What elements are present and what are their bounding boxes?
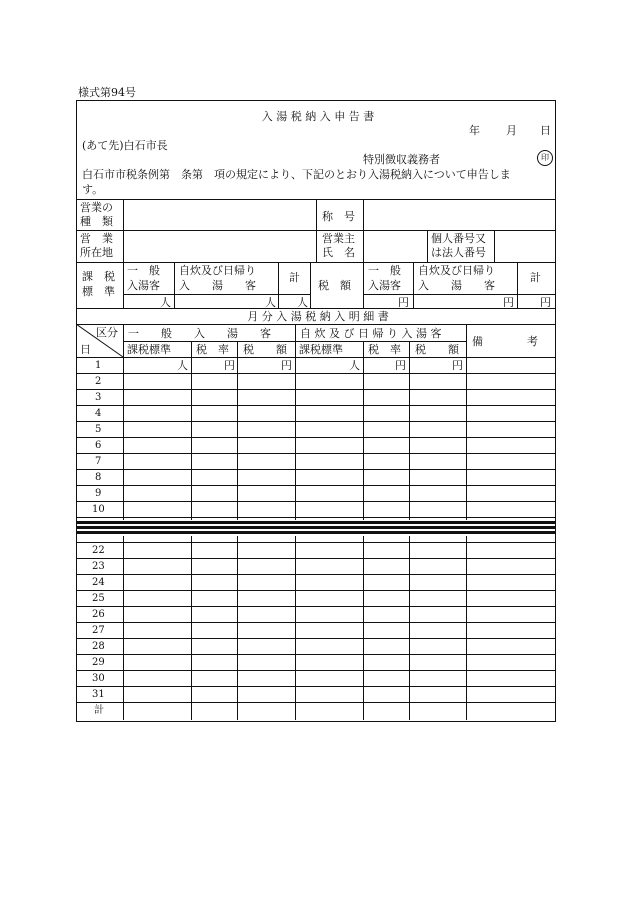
row1-unit-yen: 円 <box>452 359 463 372</box>
day-number: 23 <box>92 561 105 572</box>
daytrip-guests-tax-label-2: 入 湯 客 <box>418 279 495 292</box>
general-guests-tax-label: 一 般 <box>368 264 401 277</box>
day-number: 24 <box>92 577 105 588</box>
day-number: 6 <box>95 440 102 451</box>
day-number: 7 <box>95 456 102 467</box>
unit-person: 人 <box>265 296 276 309</box>
daytrip-guests-header: 自 炊 及 び 日 帰 り 入 湯 客 <box>300 327 442 340</box>
monthly-title: 月 分 入 湯 税 納 入 明 細 書 <box>247 310 389 323</box>
taxable-header: 課税標準 <box>127 343 171 356</box>
id-number-label: 個人番号又 <box>431 232 486 245</box>
row1-unit-yen: 円 <box>395 359 406 372</box>
row1-unit-person: 人 <box>349 359 360 372</box>
category-label: 区分 <box>96 326 118 339</box>
row1-unit-yen: 円 <box>224 359 235 372</box>
day-number: 3 <box>95 392 102 403</box>
business-type-label: 営業の <box>80 201 113 214</box>
break-line <box>76 521 555 524</box>
owner-label: 営業主 <box>322 232 355 245</box>
remarks-header: 備 考 <box>472 335 538 348</box>
unit-person: 人 <box>160 296 171 309</box>
total-row-label: 計 <box>94 705 104 716</box>
unit-yen: 円 <box>540 296 551 309</box>
amount-header: 税 額 <box>415 343 459 356</box>
day-number: 30 <box>92 673 105 684</box>
tax-base-label: 課 税 <box>82 270 115 283</box>
row1-unit-yen: 円 <box>281 359 292 372</box>
unit-person: 人 <box>297 296 308 309</box>
date-day: 日 <box>540 124 551 137</box>
date-month: 月 <box>506 124 517 137</box>
day-number: 28 <box>92 641 105 652</box>
unit-yen: 円 <box>503 296 514 309</box>
business-type-label-2: 種 類 <box>80 215 113 228</box>
declaration-line2: す。 <box>82 183 104 196</box>
day-number: 2 <box>95 376 102 387</box>
rate-header: 税 率 <box>196 343 229 356</box>
day-number: 27 <box>92 625 105 636</box>
day-number: 8 <box>95 472 102 483</box>
general-guests-tax-label-2: 入湯客 <box>368 279 401 292</box>
break-line <box>76 526 555 529</box>
obligor-label: 特別徴収義務者 <box>363 153 440 166</box>
daytrip-guests-tax-label: 自炊及び日帰り <box>418 264 495 277</box>
daytrip-guests-label-2: 入 湯 客 <box>179 279 256 292</box>
day-number: 29 <box>92 657 105 668</box>
day-label: 日 <box>80 343 91 356</box>
form-title: 入 湯 税 納 入 申 告 書 <box>261 110 375 123</box>
general-guests-header: 一 般 入 湯 客 <box>128 327 271 340</box>
taxable-header: 課税標準 <box>299 343 343 356</box>
day-number: 31 <box>92 689 105 700</box>
addressee: (あて先)白石市長 <box>82 139 168 152</box>
day-number: 9 <box>95 488 102 499</box>
declaration-line1: 白石市市税条例第 条第 項の規定により、下記のとおり入湯税納入について申告しま <box>82 168 511 181</box>
day-number: 22 <box>92 545 105 556</box>
date-year: 年 <box>469 124 480 137</box>
day-number: 26 <box>92 609 105 620</box>
owner-label-2: 氏 名 <box>322 246 355 259</box>
day-number: 5 <box>95 424 102 435</box>
amount-header: 税 額 <box>243 343 287 356</box>
day-number: 4 <box>95 408 102 419</box>
tax-amount-label: 税 額 <box>318 279 351 292</box>
day-number: 25 <box>92 593 105 604</box>
daytrip-guests-label: 自炊及び日帰り <box>179 264 256 277</box>
break-line <box>76 531 555 534</box>
tax-total-label: 計 <box>530 271 541 284</box>
rate-header: 税 率 <box>368 343 401 356</box>
tax-base-label-2: 標 準 <box>82 285 115 298</box>
id-number-label-2: は法人番号 <box>431 246 486 259</box>
form-frame <box>76 100 556 722</box>
form-number: 様式第94号 <box>78 86 136 99</box>
general-guests-label: 一 般 <box>127 264 160 277</box>
trade-name-label: 称 号 <box>322 210 355 223</box>
seal-mark: 印 <box>537 150 553 166</box>
row1-unit-person: 人 <box>177 359 188 372</box>
location-label: 営 業 <box>80 232 113 245</box>
unit-yen: 円 <box>398 296 409 309</box>
day-number: 10 <box>92 504 105 515</box>
total-label: 計 <box>289 271 300 284</box>
location-label-2: 所在地 <box>80 246 113 259</box>
general-guests-label-2: 入湯客 <box>127 279 160 292</box>
day-number: 1 <box>95 360 102 371</box>
